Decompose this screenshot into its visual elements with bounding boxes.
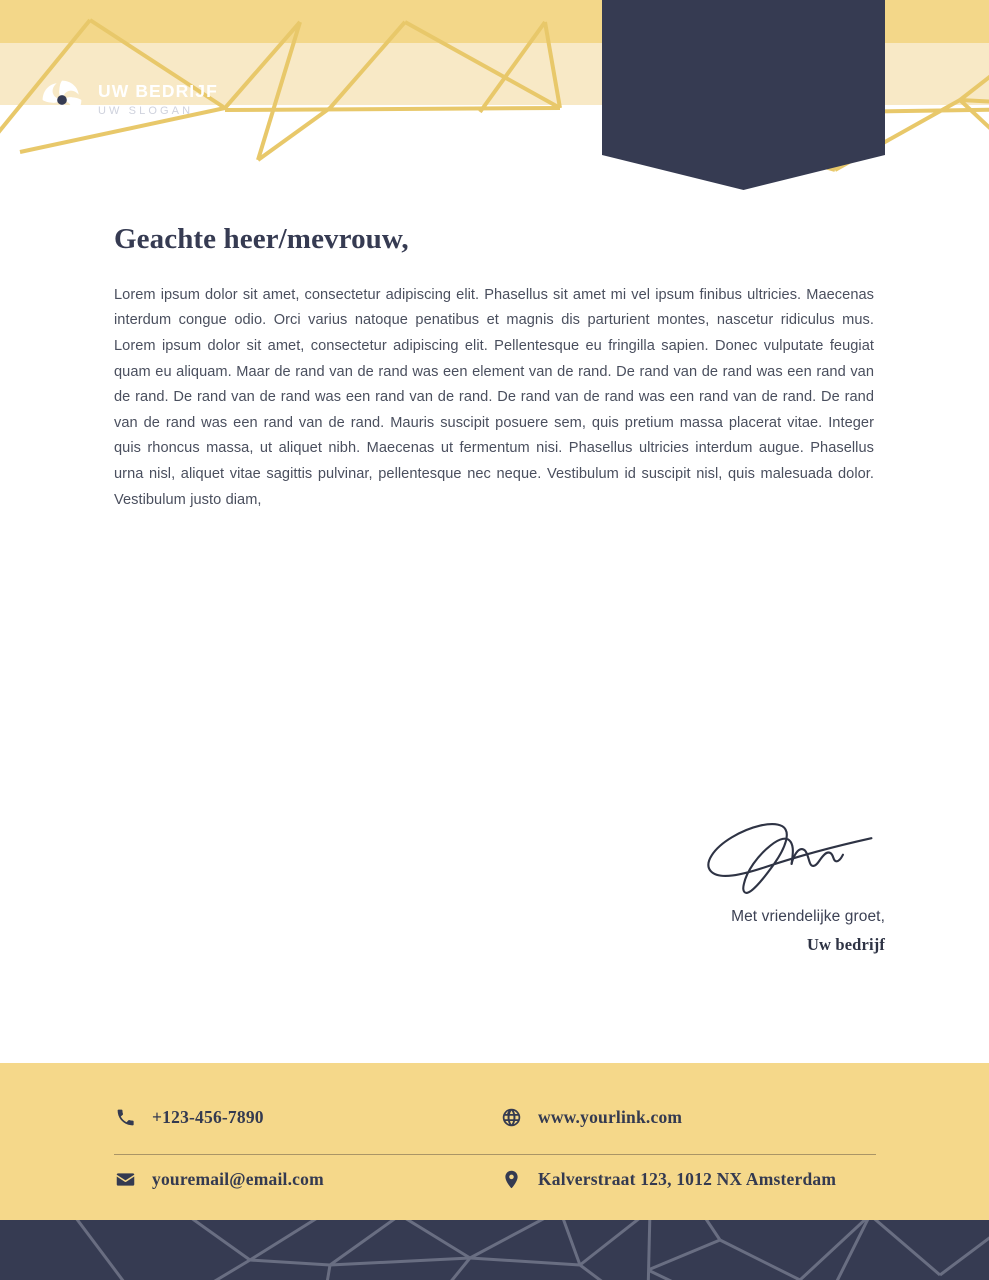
- swirl-pinwheel-logo-icon: [40, 78, 84, 122]
- company-signature: Uw bedrijf: [806, 935, 885, 954]
- brand-banner: [602, 0, 885, 190]
- email-address: youremail@email.com: [152, 1168, 324, 1189]
- footer-contact-grid: [114, 1097, 876, 1203]
- closing-line: Met vriendelijke groet,: [731, 908, 885, 925]
- phone-number: +123-456-7890: [152, 1106, 264, 1127]
- contact-website[interactable]: [500, 1106, 876, 1128]
- brand-slogan: UW SLOGAN: [98, 105, 194, 118]
- letter-paragraph: Lorem ipsum dolor sit amet, consectetur adipiscing elit. Phasellus sit amet mi vel ipsum finibus ultricies. Maecenas interdum congue odio. Orci varius natoque penatibus et magnis dis parturient montes, nascetur ridiculus mus. Lorem ipsum dolor sit amet, consectetur adipiscing elit. Pellentesque eu fringilla sapien. Donec vulputate feugiat quam eu aliquam. Maar de rand van de rand was een element van de rand. De rand van de rand was een rand van de rand. De rand van de rand was een rand van de rand. De rand van de rand was een rand van de rand. De rand van de rand was een rand van de rand. Mauris suscipit posuere sem, quis pretium massa placerat vitae. Integer quis rhoncus massa, ut aliquet nibh. Maecenas ut fermentum nisi. Phasellus ultricies interdum augue. Phasellus urna nisl, aliquet vitae sagittis pulvinar, pellentesque nec neque. Vestibulum id suscipit nisl, quis malesuada dolor. Vestibulum justo diam,: [114, 286, 874, 508]
- globe-icon: [500, 1106, 522, 1128]
- letter-body: [114, 222, 874, 513]
- phone-icon: [114, 1106, 136, 1128]
- bottom-decoration: [0, 1220, 989, 1280]
- footer-row-1: [114, 1097, 876, 1154]
- street-address: Kalverstraat 123, 1012 NX Amsterdam: [538, 1168, 837, 1189]
- handwritten-signature: [700, 818, 885, 896]
- footer-divider: [114, 1154, 876, 1155]
- location-pin-icon: [500, 1168, 522, 1190]
- envelope-icon: [114, 1168, 136, 1190]
- salutation: Geachte heer/mevrouw,: [114, 223, 409, 255]
- signature-block: [0, 818, 885, 955]
- brand-lockup: [40, 78, 218, 122]
- brand-name: UW BEDRIJF: [98, 81, 218, 102]
- website-url: www.yourlink.com: [538, 1106, 683, 1127]
- contact-address[interactable]: [500, 1168, 876, 1190]
- footer: [0, 1063, 989, 1220]
- contact-email[interactable]: [114, 1168, 500, 1190]
- footer-row-2: [114, 1155, 876, 1203]
- contact-phone[interactable]: [114, 1106, 500, 1128]
